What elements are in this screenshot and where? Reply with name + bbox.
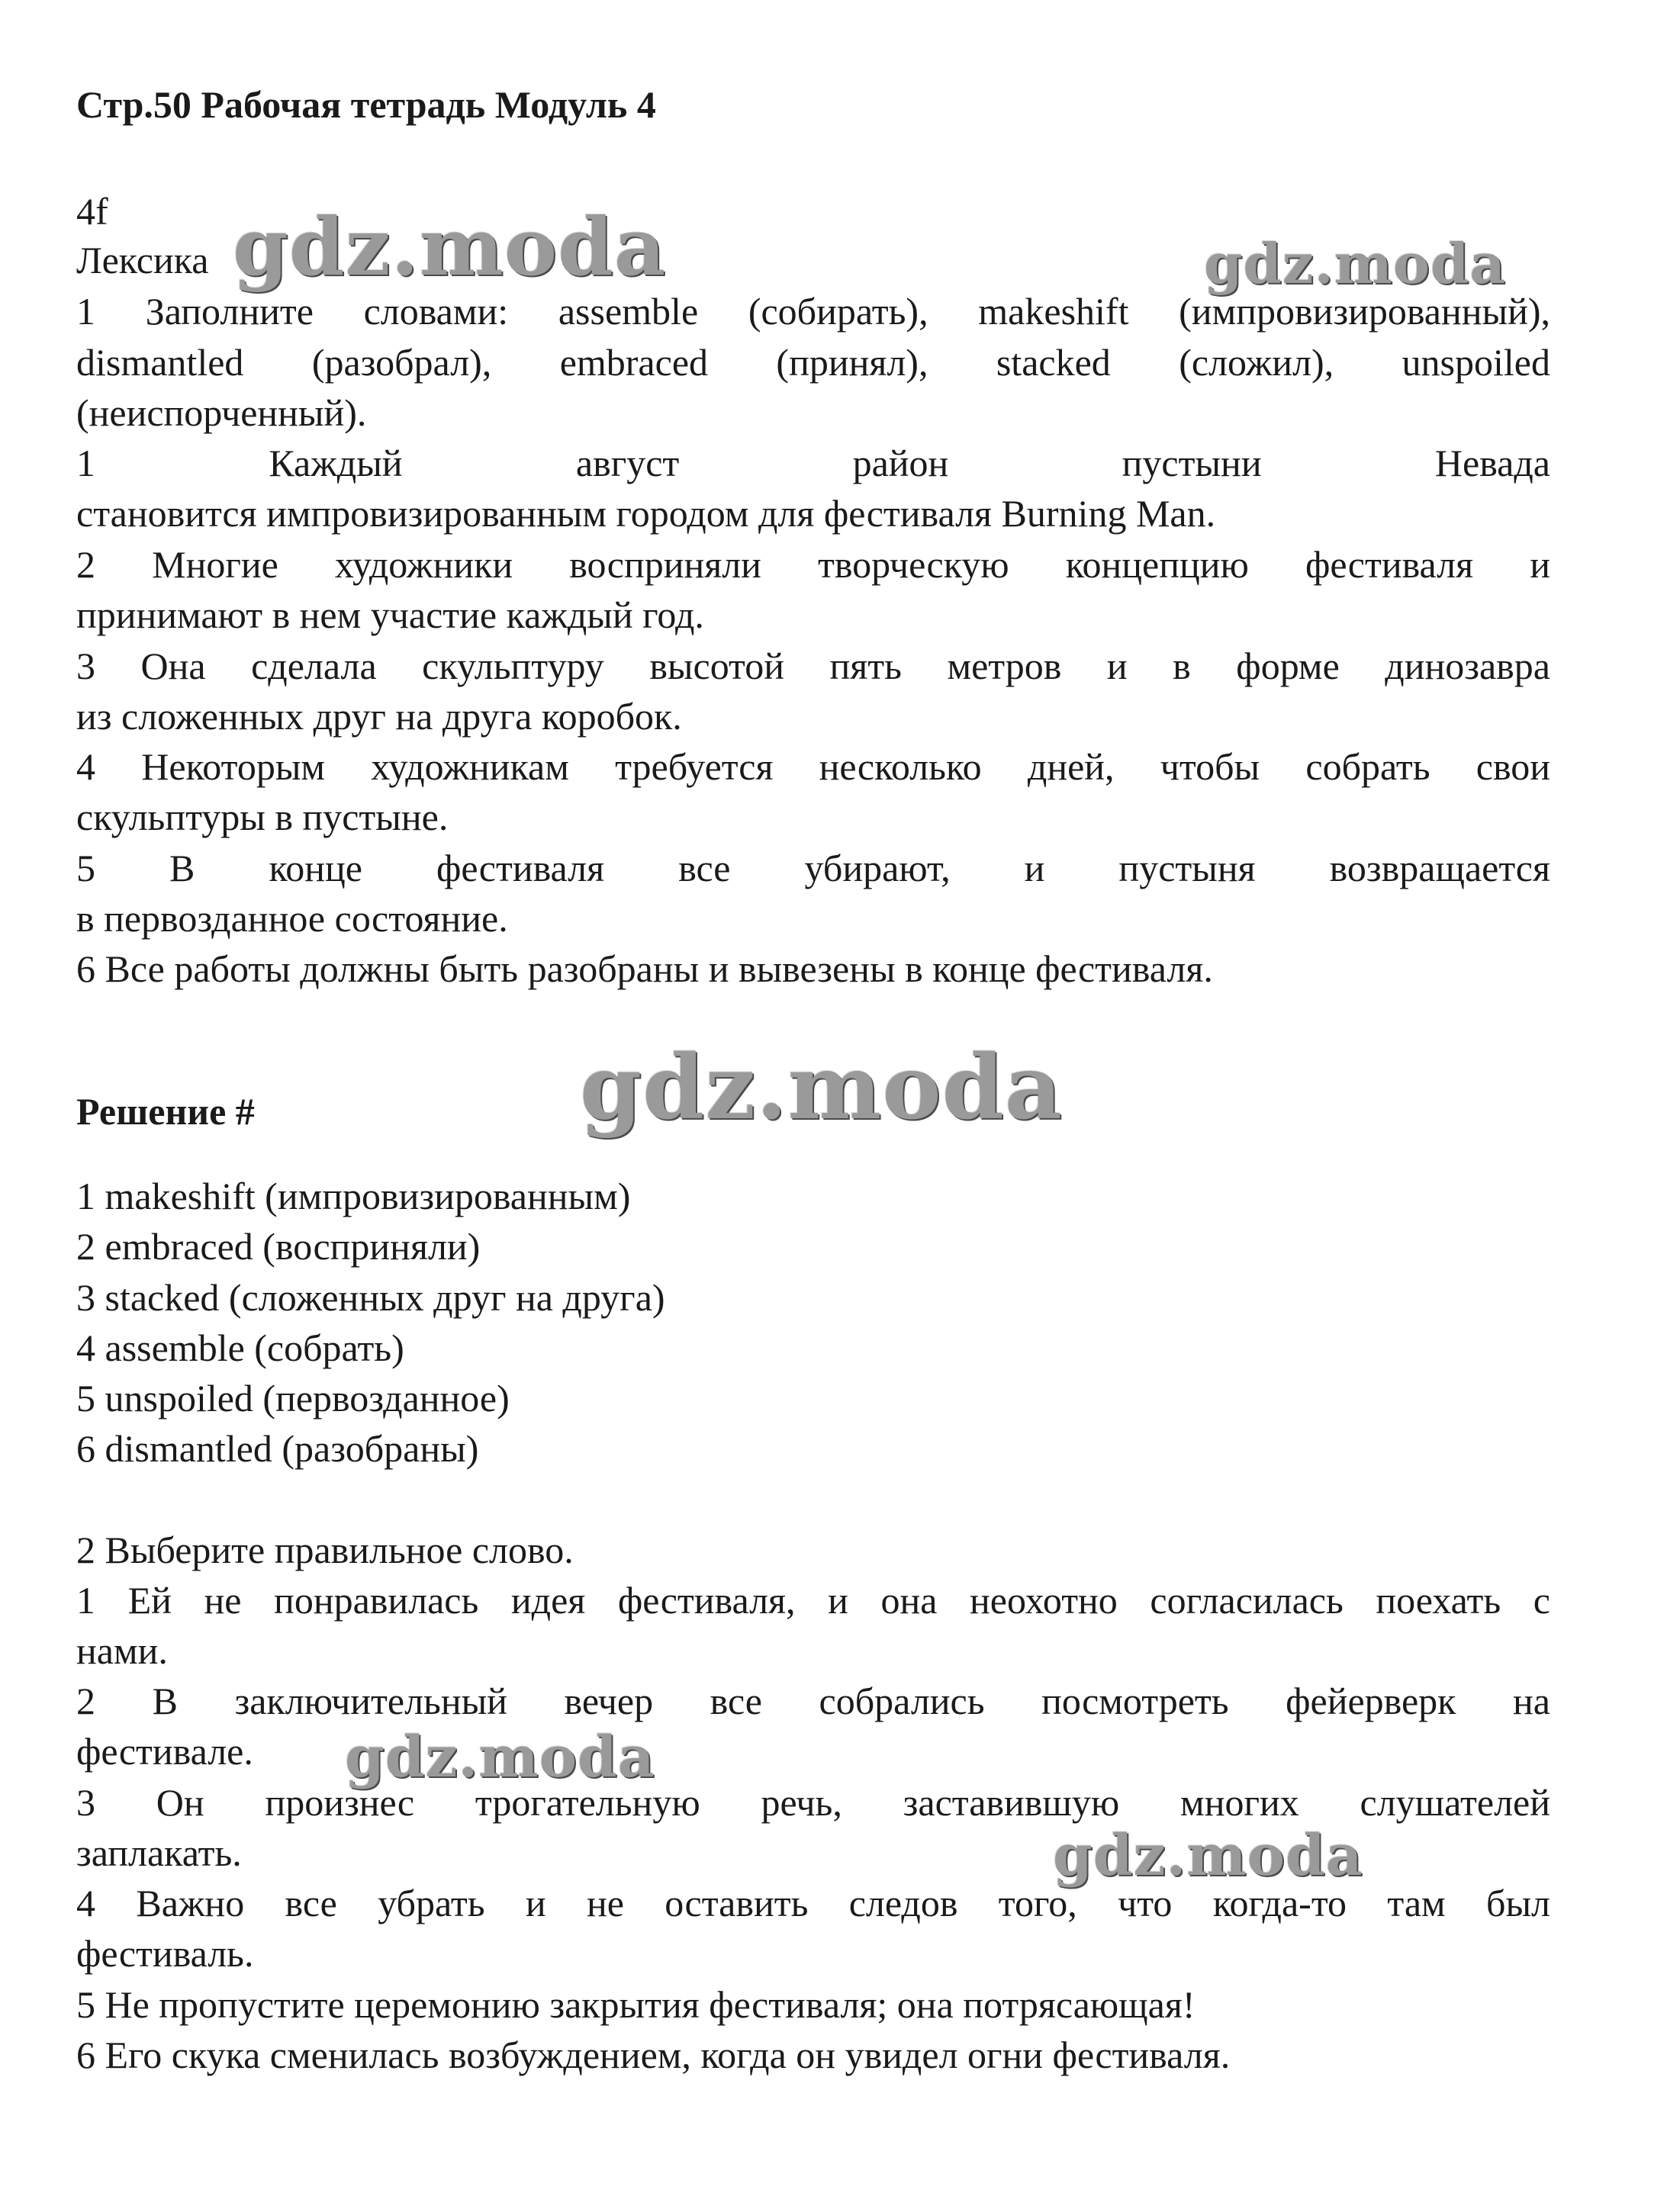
- task2-title: 2 Выберите правильное слово.: [76, 1529, 574, 1571]
- task2-sentence-4b: фестиваль.: [76, 1932, 254, 1975]
- task1-sentence-3a: 3 Она сделала скульптуру высотой пять метров и в форме динозавра: [76, 645, 1550, 687]
- task1-sentence-3b: из сложенных друг на друга коробок.: [76, 695, 682, 738]
- answer-item: 2 embraced (восприняли): [76, 1225, 481, 1268]
- task2-sentence-3a: 3 Он произнес трогательную речь, заставившую многих слушателей: [76, 1781, 1550, 1824]
- task2-sentence-2a: 2 В заключительный вечер все собрались посмотреть фейерверк на: [76, 1680, 1550, 1722]
- task1-sentence-2a: 2 Многие художники восприняли творческую концепцию фестиваля и: [76, 543, 1550, 586]
- task1-instruction-line3: (неиспорченный).: [76, 391, 367, 434]
- task2-sentence-3b: заплакать.: [76, 1831, 242, 1874]
- watermark: gdz.moda: [345, 1725, 655, 1790]
- task2-sentence-1a: 1 Ей не понравилась идея фестиваля, и она неохотно согласилась поехать с: [76, 1579, 1550, 1622]
- answer-item: 5 unspoiled (первозданное): [76, 1377, 510, 1419]
- task1-sentence-2b: принимают в нем участие каждый год.: [76, 593, 704, 636]
- answer-item: 1 makeshift (импровизированным): [76, 1175, 631, 1217]
- task1-sentence-5a: 5 В конце фестиваля все убирают, и пустыня возвращается: [76, 847, 1550, 889]
- watermark: gdz.moda: [233, 200, 667, 294]
- section-title: Лексика: [76, 239, 209, 281]
- section-code: 4f: [76, 190, 108, 233]
- task1-sentence-5b: в первозданное состояние.: [76, 897, 508, 940]
- task1-instruction-line2: dismantled (разобрал), embraced (принял), stacked (сложил), unspoiled: [76, 341, 1550, 384]
- task1-sentence-1a: 1 Каждый август район пустыни Невада: [76, 442, 1550, 484]
- task1-sentence-1b: становится импровизированным городом для фестиваля Burning Man.: [76, 492, 1216, 535]
- task2-sentence-5: 5 Не пропустите церемонию закрытия фестиваля; она потрясающая!: [76, 1983, 1196, 2026]
- task1-sentence-6: 6 Все работы должны быть разобраны и вывезены в конце фестиваля.: [76, 947, 1213, 990]
- page-header: Стр.50 Рабочая тетрадь Модуль 4: [76, 83, 656, 126]
- task2-sentence-1b: нами.: [76, 1629, 168, 1672]
- task2-sentence-6: 6 Его скука сменилась возбуждением, когда он увидел огни фестиваля.: [76, 2034, 1231, 2076]
- task1-instruction-line1: 1 Заполните словами: assemble (собирать), makeshift (импровизированный),: [76, 290, 1550, 333]
- watermark: gdz.moda: [580, 1036, 1063, 1140]
- answer-item: 6 dismantled (разобраны): [76, 1427, 479, 1470]
- watermark: gdz.moda: [1053, 1823, 1363, 1889]
- watermark: gdz.moda: [1204, 231, 1506, 296]
- solution-title: Решение #: [76, 1090, 255, 1133]
- answer-item: 3 stacked (сложенных друг на друга): [76, 1276, 665, 1319]
- task2-sentence-4a: 4 Важно все убрать и не оставить следов того, что когда-то там был: [76, 1882, 1550, 1924]
- answer-item: 4 assemble (собрать): [76, 1326, 404, 1369]
- task1-sentence-4a: 4 Некоторым художникам требуется несколько дней, чтобы собрать свои: [76, 745, 1550, 788]
- task2-sentence-2b: фестивале.: [76, 1730, 253, 1773]
- task1-sentence-4b: скульптуры в пустыне.: [76, 796, 449, 838]
